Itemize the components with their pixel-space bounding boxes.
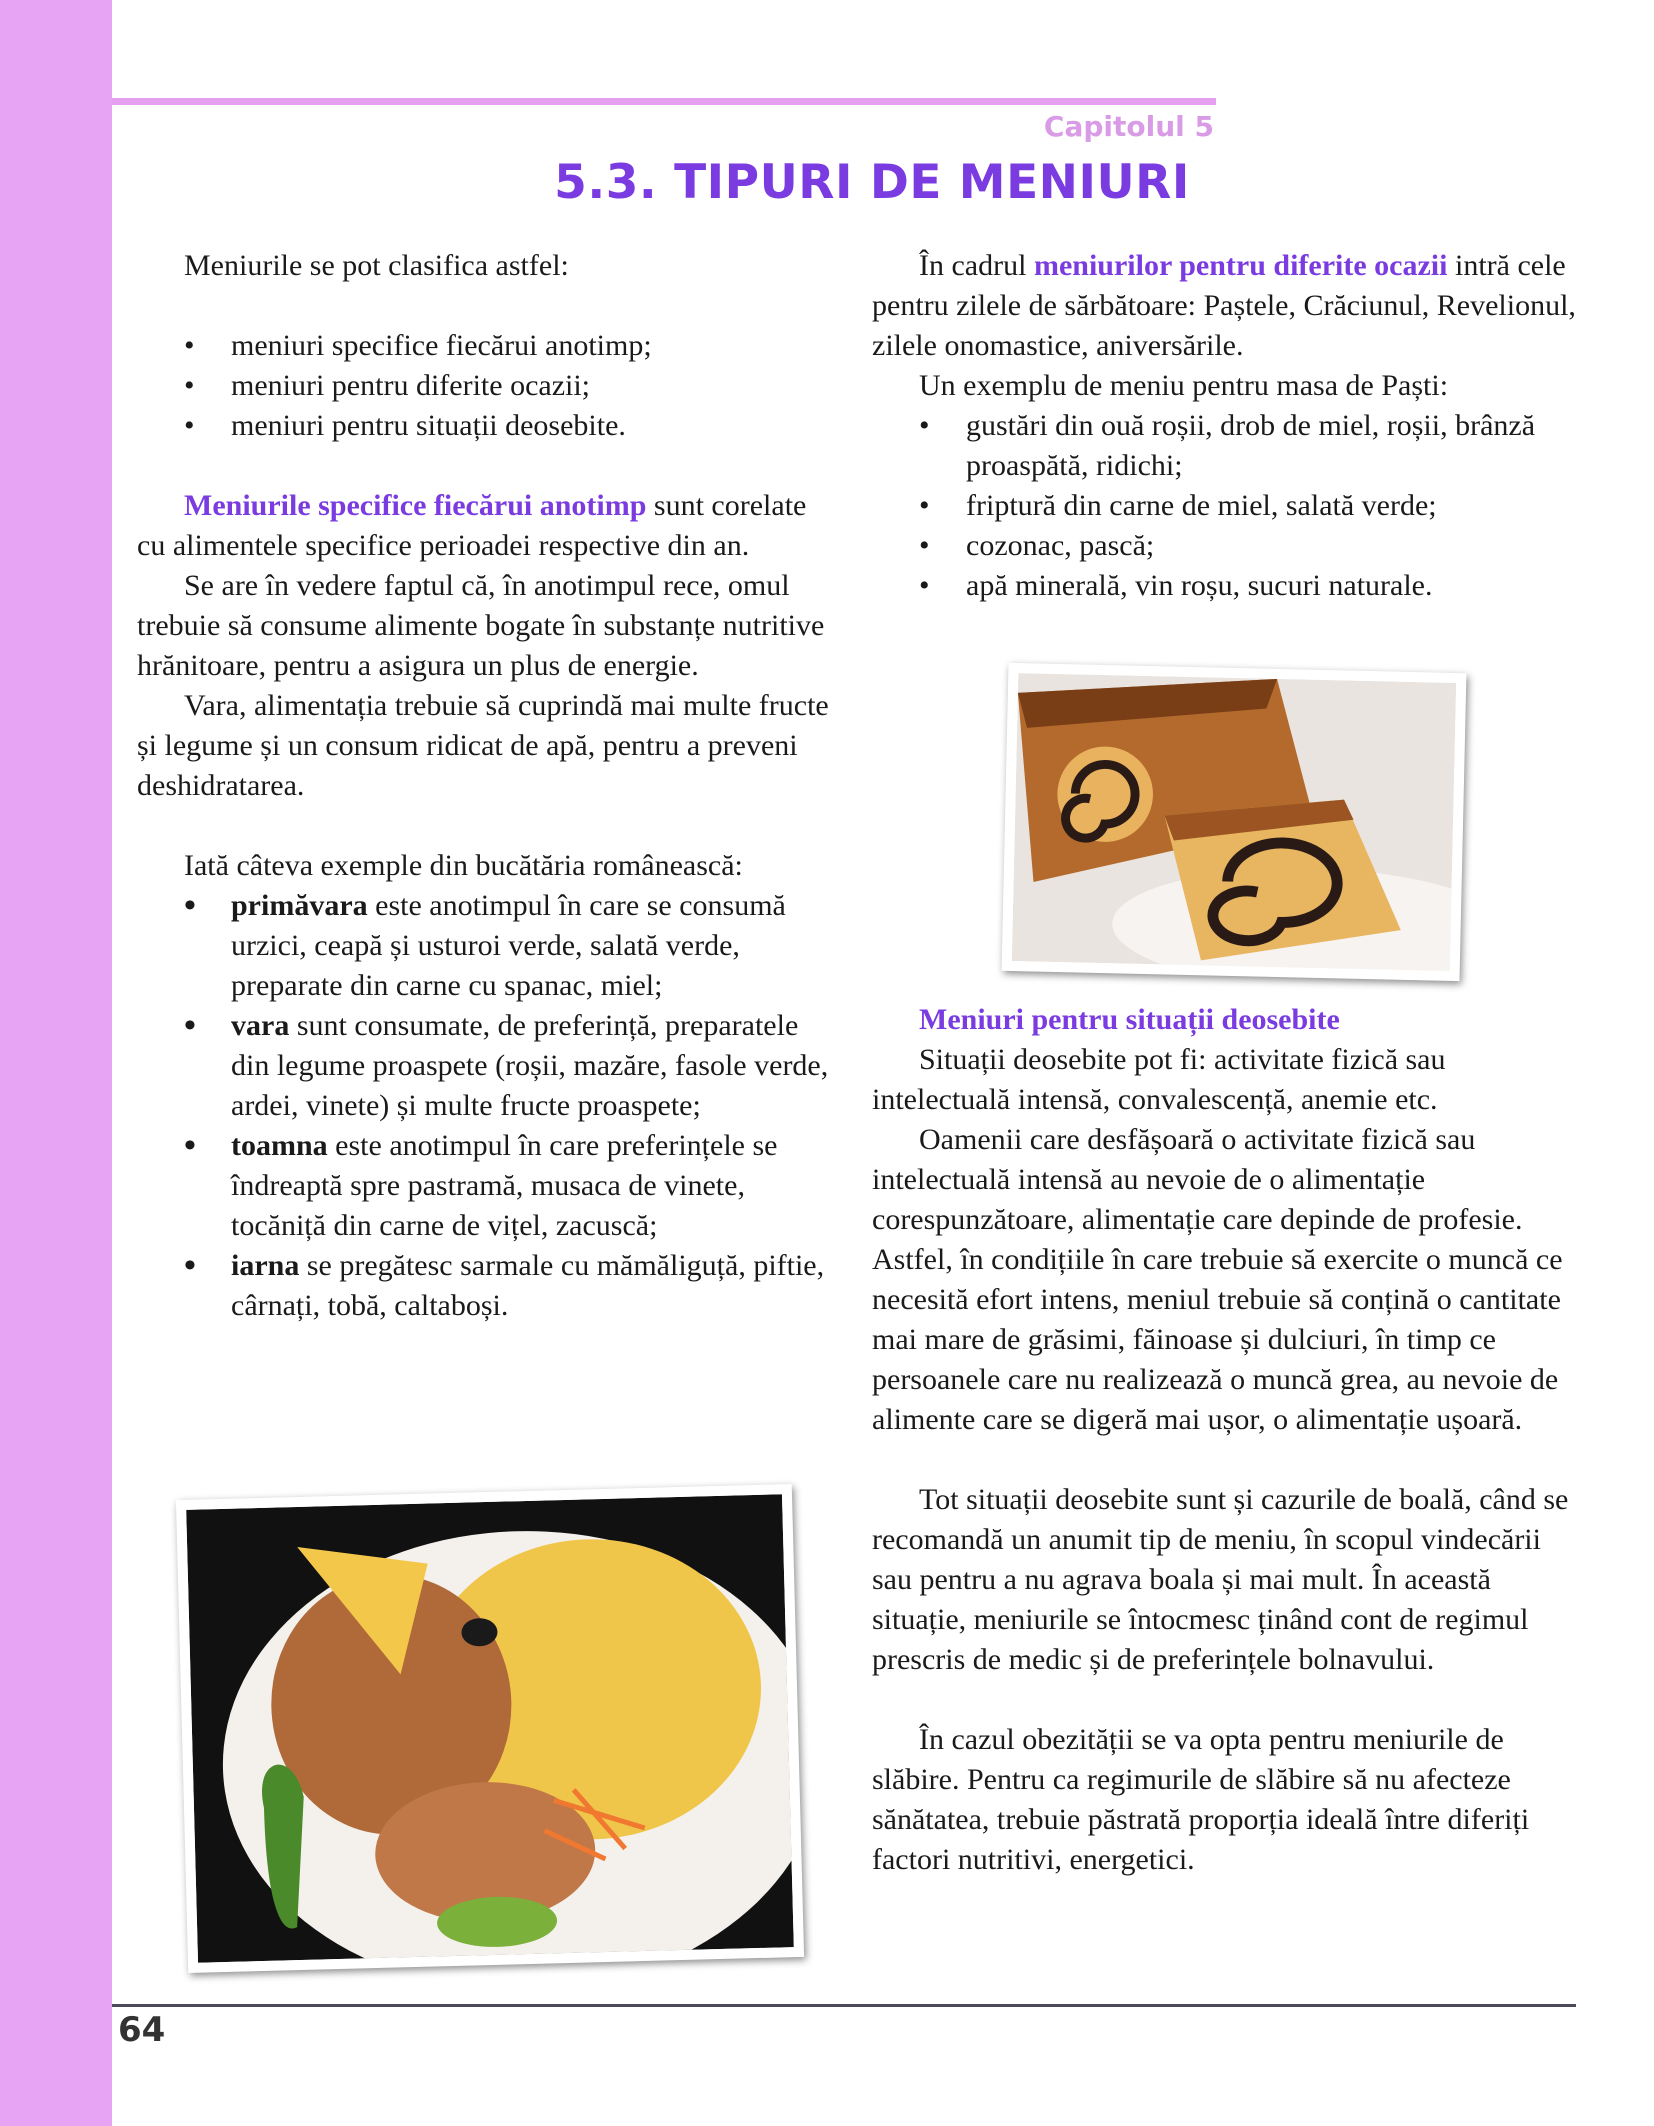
- footer-rule: [112, 2004, 1576, 2007]
- season-term: primăvara: [231, 889, 368, 922]
- left-column: [137, 246, 842, 1326]
- cold-season-paragraph: Se are în vedere faptul că, în anotimpul rece, omul trebuie să consume alimente bogate în substanțe nutritive hrănitoare, pentru a asigura un plus de energie.: [137, 569, 825, 682]
- occasions-pre: În cadrul: [919, 249, 1034, 282]
- list-item: [137, 1006, 842, 1126]
- sarmale-photo: [176, 1484, 804, 1973]
- easter-menu-list: [872, 406, 1577, 606]
- list-item: [137, 1246, 842, 1326]
- seasonal-paragraph: [137, 486, 842, 566]
- special-paragraph-1: Situații deosebite pot fi: activitate fizică sau intelectuală intensă, convalescență, anemie etc.: [872, 1043, 1446, 1116]
- season-term: vara: [231, 1009, 290, 1042]
- special-situations-heading: Meniuri pentru situații deosebite: [919, 1003, 1340, 1036]
- page-title: 5.3. TIPURI DE MENIURI: [554, 155, 1190, 210]
- examples-intro: Iată câteva exemple din bucătăria românească:: [184, 849, 743, 882]
- list-item: • cozonac, pască;: [872, 526, 1577, 566]
- season-text: este anotimpul în care preferințele se îndreaptă spre pastramă, musaca de vinete, tocăniță din carne de vițel, zacuscă;: [231, 1129, 778, 1242]
- occasions-highlight: meniurilor pentru diferite ocazii: [1033, 249, 1448, 282]
- obesity-paragraph: În cazul obezității se va opta pentru meniurile de slăbire. Pentru ca regimurile de slăbire să nu afecteze sănătatea, trebuie păstrată proporția ideală între diferiți factori nutritivi, energetici.: [872, 1723, 1530, 1876]
- right-column: [872, 246, 1577, 1880]
- cozonac-photo: [1002, 663, 1467, 981]
- list-item: [137, 886, 842, 1006]
- header-rule: [112, 98, 1216, 105]
- occasions-text: intră cele pentru zilele de sărbătoare: Paștele, Crăciunul, Revelionul, zilele onomastice, aniversările.: [872, 249, 1576, 362]
- chapter-label: Capitolul 5: [1043, 110, 1214, 143]
- season-examples-list: [137, 886, 842, 1326]
- special-paragraph-2: Oamenii care desfășoară o activitate fizică sau intelectuală intensă au nevoie de o alimentație corespunzătoare, alimentație care depinde de profesie. Astfel, în condițiile în care trebuie să exercite o muncă ce necesită efort intens, meniul trebuie să conțină o cantitate mai mare de grăsimi, făinoase și dulciuri, în timp ce persoanele care nu realizează o muncă grea, au nevoie de alimente care se digeră mai ușor, o alimentație ușoară.: [872, 1123, 1563, 1436]
- list-item: • apă minerală, vin roșu, sucuri naturale.: [872, 566, 1577, 606]
- classification-list: [137, 326, 842, 446]
- season-text: este anotimpul în care se consumă urzici, ceapă și usturoi verde, salată verde, preparate din carne cu spanac, miel;: [231, 889, 786, 1002]
- seasonal-text: sunt corelate cu alimentele specifice perioadei respective din an.: [137, 489, 807, 562]
- list-item: • meniuri pentru diferite ocazii;: [137, 366, 842, 406]
- sarmale-image: [186, 1494, 794, 1962]
- list-item: • friptură din carne de miel, salată verde;: [872, 486, 1577, 526]
- page-number: 64: [118, 2010, 166, 2050]
- season-term: toamna: [231, 1129, 328, 1162]
- cozonac-image: [1012, 673, 1456, 971]
- illness-paragraph: Tot situații deosebite sunt și cazurile de boală, când se recomandă un anumit tip de meniu, în scopul vindecării sau pentru a nu agrava boala și mai mult. În această situație, meniurile se întocmesc ținând cont de regimul prescris de medic și de preferințele bolnavului.: [872, 1483, 1569, 1676]
- season-term: iarna: [231, 1249, 300, 1282]
- list-item: • gustări din ouă roșii, drob de miel, roșii, brânză proaspătă, ridichi;: [872, 406, 1577, 486]
- list-item: • meniuri specifice fiecărui anotimp;: [137, 326, 842, 366]
- seasonal-highlight: Meniurile specifice fiecărui anotimp: [184, 489, 647, 522]
- season-text: sunt consumate, de preferință, preparatele din legume proaspete (roșii, mazăre, fasole verde, ardei, vinete) și multe fructe proaspete;: [231, 1009, 829, 1122]
- season-text: se pregătesc sarmale cu mămăliguță, piftie, cârnați, tobă, caltaboși.: [231, 1249, 825, 1322]
- list-item: [137, 1126, 842, 1246]
- side-color-bar: [0, 0, 112, 2126]
- occasions-paragraph: [872, 246, 1577, 366]
- summer-paragraph: Vara, alimentația trebuie să cuprindă mai multe fructe și legume și un consum ridicat de apă, pentru a preveni deshidratarea.: [137, 689, 829, 802]
- intro-paragraph: Meniurile se pot clasifica astfel:: [184, 249, 569, 282]
- easter-intro: Un exemplu de meniu pentru masa de Paști:: [919, 369, 1449, 402]
- list-item: • meniuri pentru situații deosebite.: [137, 406, 842, 446]
